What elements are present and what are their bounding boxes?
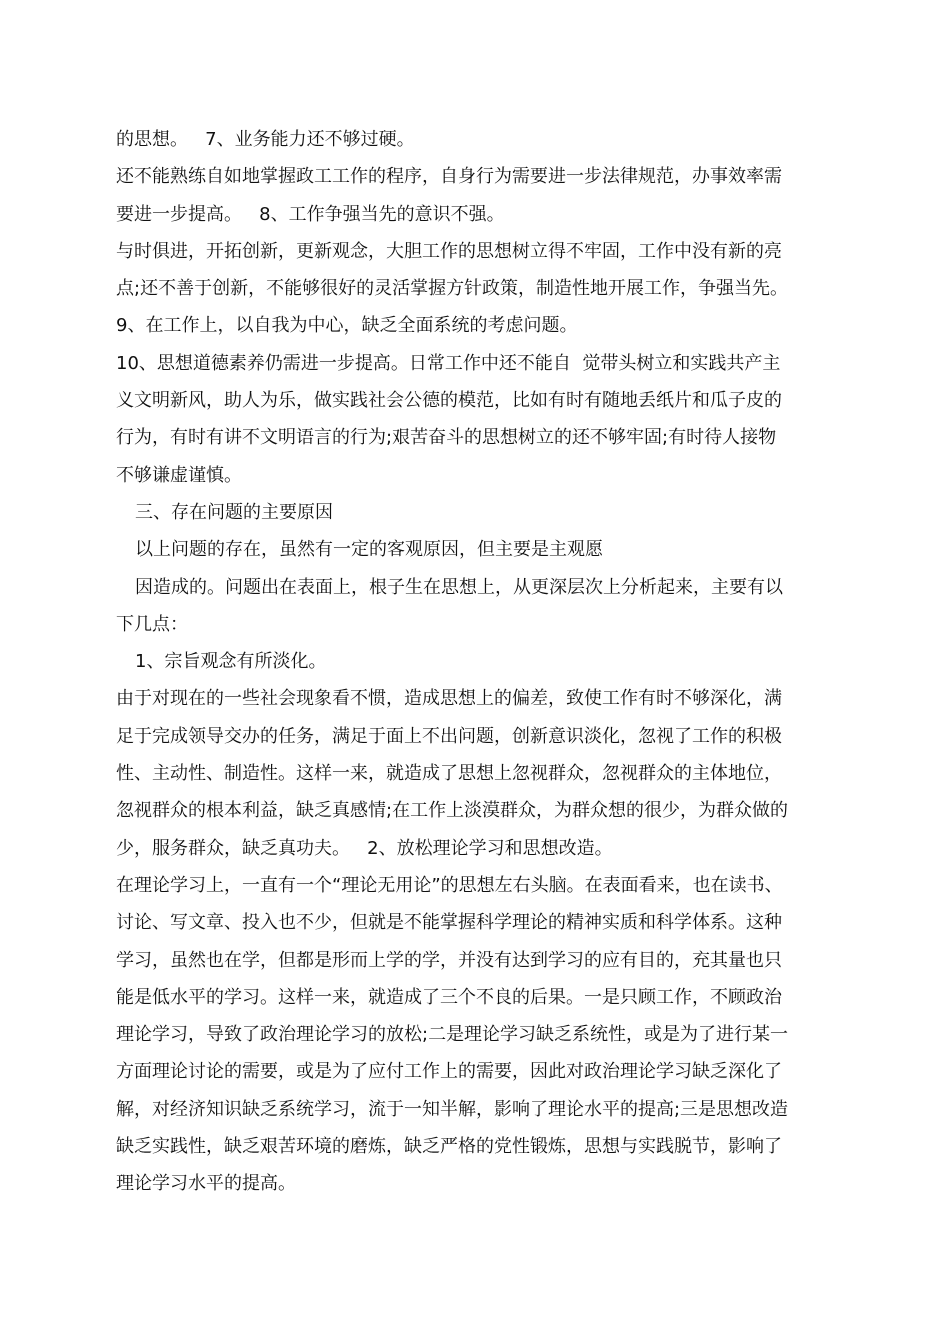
text-line: 要进一步提高。 8、工作争强当先的意识不强。 [116,203,505,225]
text-line: 由于对现在的一些社会现象看不惯，造成思想上的偏差，致使工作有时不够深化，满 [116,688,782,710]
text-line: 理论学习水平的提高。 [116,1173,296,1195]
text-line: 能是低水平的学习。这样一来，就造成了三个不良的后果。一是只顾工作，不顾政治 [116,986,782,1008]
text-line: 缺乏实践性，缺乏艰苦环境的磨炼，缺乏严格的党性锻炼，思想与实践脱节，影响了 [116,1136,782,1158]
section-heading: 三、存在问题的主要原因 [135,501,333,523]
text-line: 不够谦虚谨慎。 [116,464,242,486]
text-line: 行为，有时有讲不文明语言的行为;艰苦奋斗的思想树立的还不够牢固;有时待人接物 [116,427,777,449]
text-line: 足于完成领导交办的任务，满足于面上不出问题，创新意识淡化，忽视了工作的积极 [116,725,782,747]
text-line: 因造成的。问题出在表面上，根子生在思想上，从更深层次上分析起来，主要有以 [135,576,783,598]
text-line: 下几点： [116,613,188,635]
text-line: 少，服务群众，缺乏真功夫。 2、放松理论学习和思想改造。 [116,837,613,859]
subsection-heading: 1、宗旨观念有所淡化。 [135,651,327,673]
text-line: 在理论学习上，一直有一个“理论无用论”的思想左右头脑。在表面看来，也在读书、 [116,874,783,896]
text-line: 学习，虽然也在学，但都是形而上学的学，并没有达到学习的应有目的，充其量也只 [116,949,782,971]
text-line: 性、主动性、制造性。这样一来，就造成了思想上忽视群众，忽视群众的主体地位， [116,763,782,785]
text-line: 方面理论讨论的需要，或是为了应付工作上的需要，因此对政治理论学习缺乏深化了 [116,1061,782,1083]
text-line: 与时俱进，开拓创新，更新观念，大胆工作的思想树立得不牢固，工作中没有新的亮 [116,240,782,262]
document-body [116,121,846,1203]
text-line: 解，对经济知识缺乏系统学习，流于一知半解，影响了理论水平的提高;三是思想改造 [116,1098,789,1120]
text-line: 义文明新风，助人为乐，做实践社会公德的模范，比如有时有随地丢纸片和瓜子皮的 [116,390,782,412]
text-line: 忽视群众的根本利益，缺乏真感情;在工作上淡漠群众，为群众想的很少，为群众做的 [116,800,789,822]
text-line: 理论学习，导致了政治理论学习的放松;二是理论学习缺乏系统性，或是为了进行某一 [116,1024,789,1046]
text-line: 点;还不善于创新，不能够很好的灵活掌握方针政策，制造性地开展工作，争强当先。 [116,278,789,300]
text-line: 还不能熟练自如地掌握政工工作的程序，自身行为需要进一步法律规范，办事效率需 [116,166,782,188]
text-line: 以上问题的存在，虽然有一定的客观原因，但主要是主观愿 [135,539,603,561]
text-line: 讨论、写文章、投入也不少，但就是不能掌握科学理论的精神实质和科学体系。这种 [116,912,782,934]
text-line: 9、在工作上，以自我为中心，缺乏全面系统的考虑问题。 [116,315,578,337]
text-line: 10、思想道德素养仍需进一步提高。日常工作中还不能自 觉带头树立和实践共产主 [116,352,781,374]
text-line: 的思想。 7、业务能力还不够过硬。 [116,129,415,150]
